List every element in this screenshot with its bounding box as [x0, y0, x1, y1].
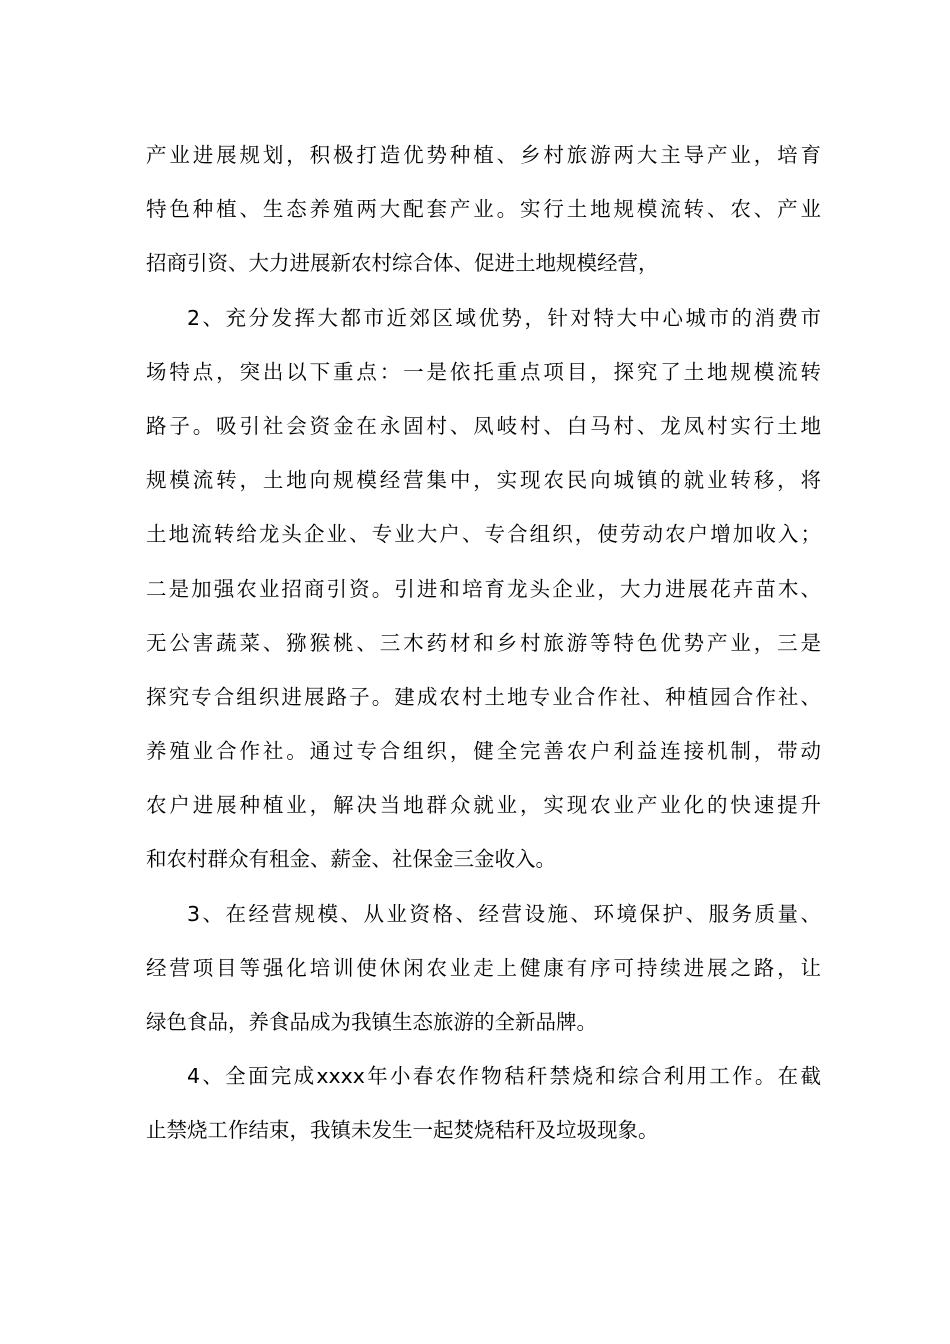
text-line: 农户进展种植业，解决当地群众就业，实现农业产业化的快速提升	[146, 793, 821, 818]
text-line: 探究专合组织进展路子。建成农村土地专业合作社、种植园合作社、	[146, 684, 821, 709]
text-line: 二是加强农业招商引资。引进和培育龙头企业，大力进展花卉苗木、	[146, 576, 821, 601]
text-line: 土地流转给龙头企业、专业大户、专合组织，使劳动农户增加收入；	[146, 522, 821, 547]
text-line: 招商引资、大力进展新农村综合体、促进土地规模经营，	[146, 251, 659, 276]
text-line: 特色种植、生态养殖两大配套产业。实行土地规模流转、农、产业	[146, 197, 821, 222]
paragraph-4-start: 4、全面完成xxxx年小春农作物秸秆禁烧和综合利用工作。在截	[187, 1064, 821, 1089]
text-line: 产业进展规划，积极打造优势种植、乡村旅游两大主导产业，培育	[146, 143, 821, 167]
text-line: 规模流转，土地向规模经营集中，实现农民向城镇的就业转移，将	[146, 468, 821, 493]
text-line: 和农村群众有租金、薪金、社保金三金收入。	[146, 847, 556, 872]
body-text	[146, 128, 821, 1158]
paragraph-3-start: 3、在经营规模、从业资格、经营设施、环境保护、服务质量、	[187, 901, 821, 926]
text-line: 养殖业合作社。通过专合组织，健全完善农户利益连接机制，带动	[146, 739, 821, 764]
text-line: 路子。吸引社会资金在永固村、凤岐村、白马村、龙凤村实行土地	[146, 413, 821, 438]
text-line: 绿色食品，养食品成为我镇生态旅游的全新品牌。	[146, 1010, 597, 1034]
text-line: 经营项目等强化培训使休闲农业走上健康有序可持续进展之路，让	[146, 955, 821, 980]
text-line: 无公害蔬菜、猕猴桃、三木药材和乡村旅游等特色优势产业，三是	[146, 630, 821, 655]
text-line: 场特点，突出以下重点：一是依托重点项目，探究了土地规模流转	[146, 359, 821, 384]
text-line: 止禁烧工作结束，我镇未发生一起焚烧秸秆及垃圾现象。	[146, 1118, 659, 1143]
paragraph-2-start: 2、充分发挥大都市近郊区域优势，针对特大中心城市的消费市	[187, 305, 821, 330]
